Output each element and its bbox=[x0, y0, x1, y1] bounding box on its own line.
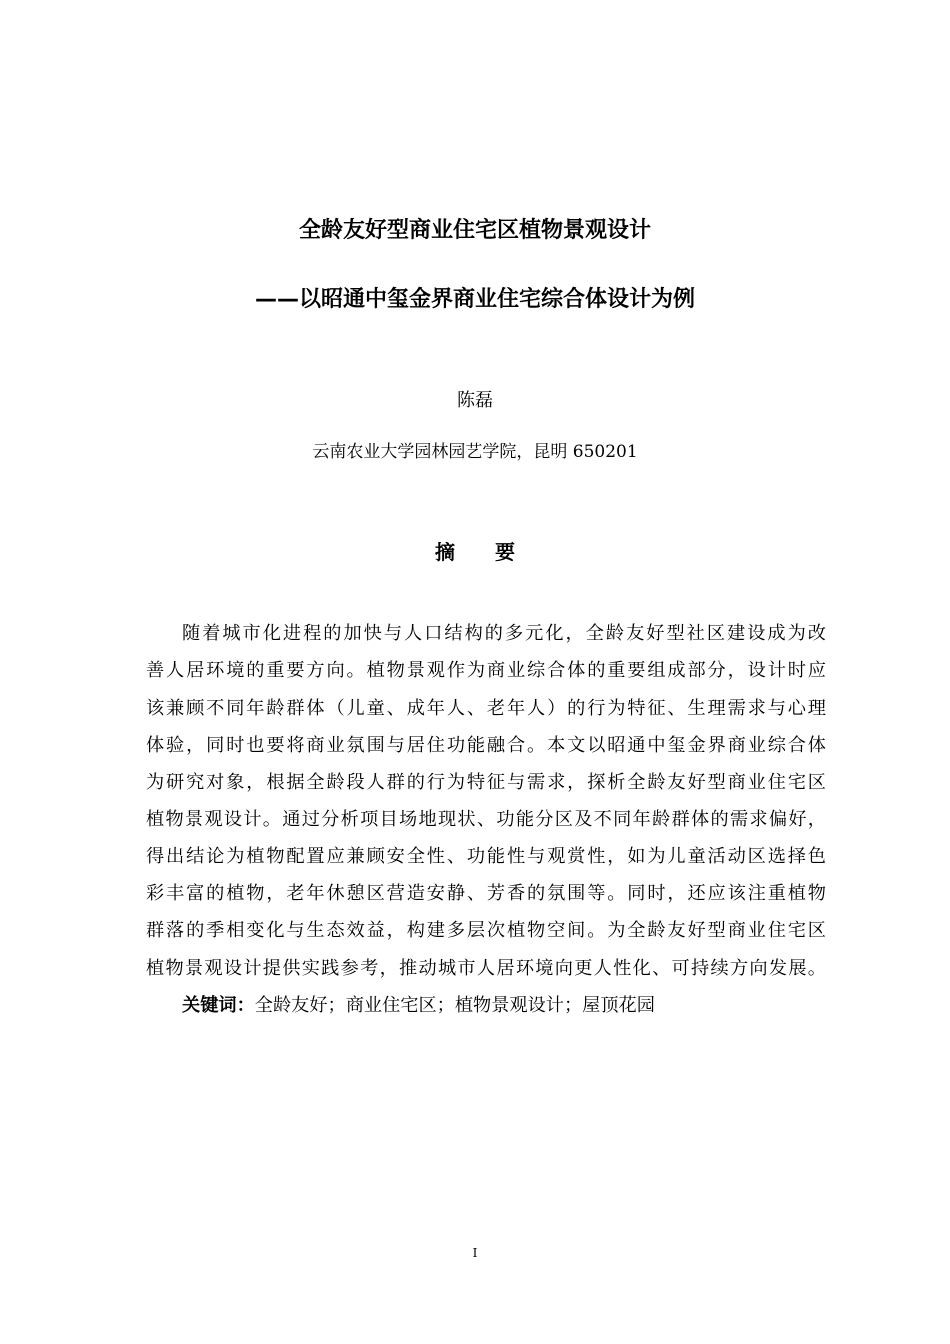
abstract-line: 该兼顾不同年龄群体（儿童、成年人、老年人）的行为特征、生理需求与心理 bbox=[146, 698, 826, 719]
abstract-heading: 摘 要 bbox=[435, 540, 515, 564]
abstract-line: 得出结论为植物配置应兼顾安全性、功能性与观赏性，如为儿童活动区选择色 bbox=[146, 846, 826, 867]
page-number: I bbox=[472, 1246, 478, 1260]
abstract-line: 群落的季相变化与生态效益，构建多层次植物空间。为全龄友好型商业住宅区 bbox=[146, 920, 826, 941]
keywords-label: 关键词： bbox=[182, 995, 255, 1016]
abstract-line: 随着城市化进程的加快与人口结构的多元化，全龄友好型社区建设成为改 bbox=[182, 623, 826, 644]
keywords bbox=[182, 994, 826, 1018]
paper-subtitle: ——以昭通中玺金界商业住宅综合体设计为例 bbox=[254, 287, 695, 312]
author-name: 陈磊 bbox=[457, 390, 493, 411]
keywords-value: 全龄友好；商业住宅区；植物景观设计；屋顶花园 bbox=[254, 995, 655, 1016]
author-affiliation: 云南农业大学园林园艺学院，昆明 650201 bbox=[312, 442, 638, 462]
paper-title: 全龄友好型商业住宅区植物景观设计 bbox=[298, 218, 651, 243]
abstract-line: 彩丰富的植物，老年休憩区营造安静、芳香的氛围等。同时，还应该注重植物 bbox=[146, 883, 826, 904]
abstract-line: 善人居环境的重要方向。植物景观作为商业综合体的重要组成部分，设计时应 bbox=[146, 660, 826, 681]
abstract-line: 植物景观设计提供实践参考，推动城市人居环境向更人性化、可持续方向发展。 bbox=[146, 958, 826, 979]
abstract-line: 体验，同时也要将商业氛围与居住功能融合。本文以昭通中玺金界商业综合体 bbox=[146, 735, 826, 756]
abstract-line: 为研究对象，根据全龄段人群的行为特征与需求，探析全龄友好型商业住宅区 bbox=[146, 772, 826, 793]
abstract-line: 植物景观设计。通过分析项目场地现状、功能分区及不同年龄群体的需求偏好， bbox=[146, 809, 826, 830]
